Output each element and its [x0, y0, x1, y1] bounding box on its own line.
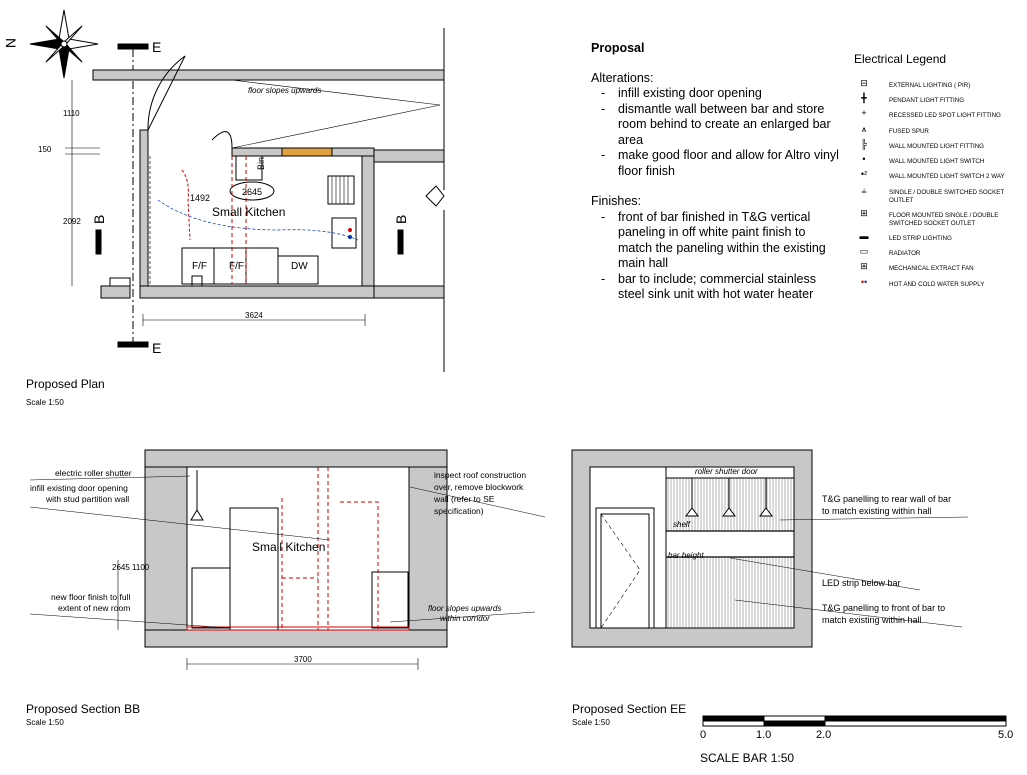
plan-slope-note: floor slopes upwards	[248, 86, 322, 95]
led-strip-icon: ▬	[859, 231, 869, 241]
section-ee-drawing	[572, 450, 968, 647]
legend-item-label: FLOOR MOUNTED SINGLE / DOUBLE SWITCHED SOCKET OUTLET	[889, 212, 999, 227]
finishes-heading: Finishes:	[591, 194, 642, 208]
plan-scale: Scale 1:50	[26, 398, 64, 407]
legend-item-label: HOT AND COLD WATER SUPPLY	[889, 281, 985, 288]
plan-title: Proposed Plan	[26, 377, 105, 391]
bb-note-slope-2: within corridor	[440, 614, 490, 623]
legend-item-label: MECHANICAL EXTRACT FAN	[889, 265, 974, 272]
alteration-item: - dismantle wall between bar and store room behind to create an enlarged bar area	[591, 102, 841, 149]
alteration-item: - make good floor and allow for Altro vinyl floor finish	[591, 148, 841, 179]
floor-socket-icon: ⊞	[860, 208, 868, 218]
light-switch-icon: •	[862, 154, 866, 164]
section-bb-drawing	[30, 450, 545, 670]
dim-2645: 2645	[242, 187, 263, 197]
socket-icon: ⫨	[861, 185, 867, 195]
proposal-block	[591, 41, 841, 303]
legend-title: Electrical Legend	[854, 52, 947, 66]
legend-item-label: RECESSED LED SPOT LIGHT FITTING	[889, 112, 1001, 119]
legend-item-label: LED STRIP LIGHTING	[889, 235, 952, 242]
legend-item-label: EXTERNAL LIGHTING ( PIR)	[889, 82, 971, 89]
legend-item-label: PENDANT LIGHT FITTING	[889, 97, 965, 104]
legend-item-label: RADIATOR	[889, 250, 921, 257]
external-light-icon: ⊟	[860, 78, 868, 88]
legend-item-label: WALL MOUNTED LIGHT FITTING	[889, 143, 984, 150]
ee-note-led: LED strip below bar	[822, 578, 901, 588]
finish-item: - bar to include; commercial stainless steel sink unit with hot water heater	[591, 272, 841, 303]
scale-tick-1: 1.0	[756, 729, 772, 741]
bb-note-roof-1: inspect roof construction	[434, 470, 527, 480]
bb-note-roof-4: specification)	[434, 506, 484, 516]
bb-note-slope-1: floor slopes upwards	[428, 604, 502, 613]
ee-note-front-2: match existing within hall	[822, 615, 922, 625]
bb-height-dims: 2645 1100	[112, 563, 150, 572]
bb-dim-3700: 3700	[294, 655, 312, 664]
scale-tick-0: 0	[700, 729, 707, 741]
plan-drawing	[3, 10, 444, 372]
ee-note-front-1: T&G panelling to front of bar to	[822, 603, 946, 613]
proposal-heading: Proposal	[591, 41, 645, 55]
ee-label-shutter: roller shutter door	[695, 467, 758, 476]
finish-item: - front of bar finished in T&G vertical paneling in off white paint finish to match the paneling within the existing main hall	[591, 210, 841, 272]
bin-label: Bin	[256, 156, 266, 170]
bb-room-label: Small Kitchen	[252, 540, 326, 554]
pendant-light-icon: ╋	[861, 93, 867, 103]
water-supply-icon: ••	[860, 277, 868, 287]
ee-label-bar: bar height	[668, 551, 704, 560]
legend-item-label: SINGLE / DOUBLE SWITCHED SOCKET OUTLET	[889, 189, 1005, 204]
bb-note-roof-3: wall (refer to SE	[434, 494, 495, 504]
legend-item-label: FUSED SPUR	[889, 128, 929, 135]
bb-note-infill-1: infill existing door opening	[30, 483, 128, 493]
bb-note-floor-2: extent of new room	[58, 603, 131, 613]
scale-tick-2: 2.0	[816, 729, 832, 741]
section-e-bottom: E	[152, 340, 162, 356]
ee-label-shelf: shelf	[673, 520, 690, 529]
dim-1110: 1110	[63, 109, 80, 118]
ee-note-rear-1: T&G panelling to rear wall of bar	[822, 494, 952, 504]
dw-label: DW	[291, 261, 308, 272]
dim-2092: 2092	[63, 217, 81, 226]
fused-spur-icon: ⩚	[861, 124, 867, 134]
ff1-label: F/F	[192, 261, 207, 272]
finishes-list	[591, 210, 841, 303]
section-ee-title: Proposed Section EE	[572, 702, 687, 716]
section-ee-scale: Scale 1:50	[572, 718, 610, 727]
plan-room-label: Small Kitchen	[212, 205, 286, 219]
section-bb-scale: Scale 1:50	[26, 718, 64, 727]
scale-tick-5: 5.0	[998, 729, 1014, 741]
dim-3624: 3624	[245, 311, 263, 320]
scale-bar	[703, 716, 1006, 726]
extract-fan-icon: ⊞	[860, 261, 868, 271]
wall-light-icon: ╠	[860, 139, 868, 149]
scale-bar-label: SCALE BAR 1:50	[700, 751, 795, 765]
bb-note-floor-1: new floor finish to full	[51, 592, 131, 602]
ee-note-rear-2: to match existing within hall	[822, 506, 932, 516]
two-way-switch-icon: •²	[860, 169, 868, 179]
section-e-top: E	[152, 39, 162, 55]
bb-note-shutter: electric roller shutter	[55, 468, 132, 478]
section-bb-title: Proposed Section BB	[26, 702, 141, 716]
legend-item-label: WALL MOUNTED LIGHT SWITCH 2 WAY	[889, 173, 1005, 180]
bb-note-infill-2: with stud partition wall	[46, 494, 130, 504]
legend-item-label: WALL MOUNTED LIGHT SWITCH	[889, 158, 985, 165]
alteration-item: - infill existing door opening	[591, 86, 841, 102]
alterations-heading: Alterations:	[591, 70, 654, 85]
radiator-icon: ▭	[859, 246, 869, 256]
north-label: N	[3, 38, 19, 49]
bb-note-roof-2: over, remove blockwork	[434, 482, 524, 492]
section-b-left: B	[91, 214, 107, 224]
section-b-right: B	[393, 214, 409, 224]
dim-150: 150	[38, 145, 52, 154]
spot-light-icon: +	[861, 108, 867, 118]
ff2-label: F/F	[229, 261, 244, 272]
dim-1492: 1492	[190, 193, 211, 203]
compass-rose-icon	[30, 10, 98, 78]
alterations-list	[591, 86, 841, 179]
